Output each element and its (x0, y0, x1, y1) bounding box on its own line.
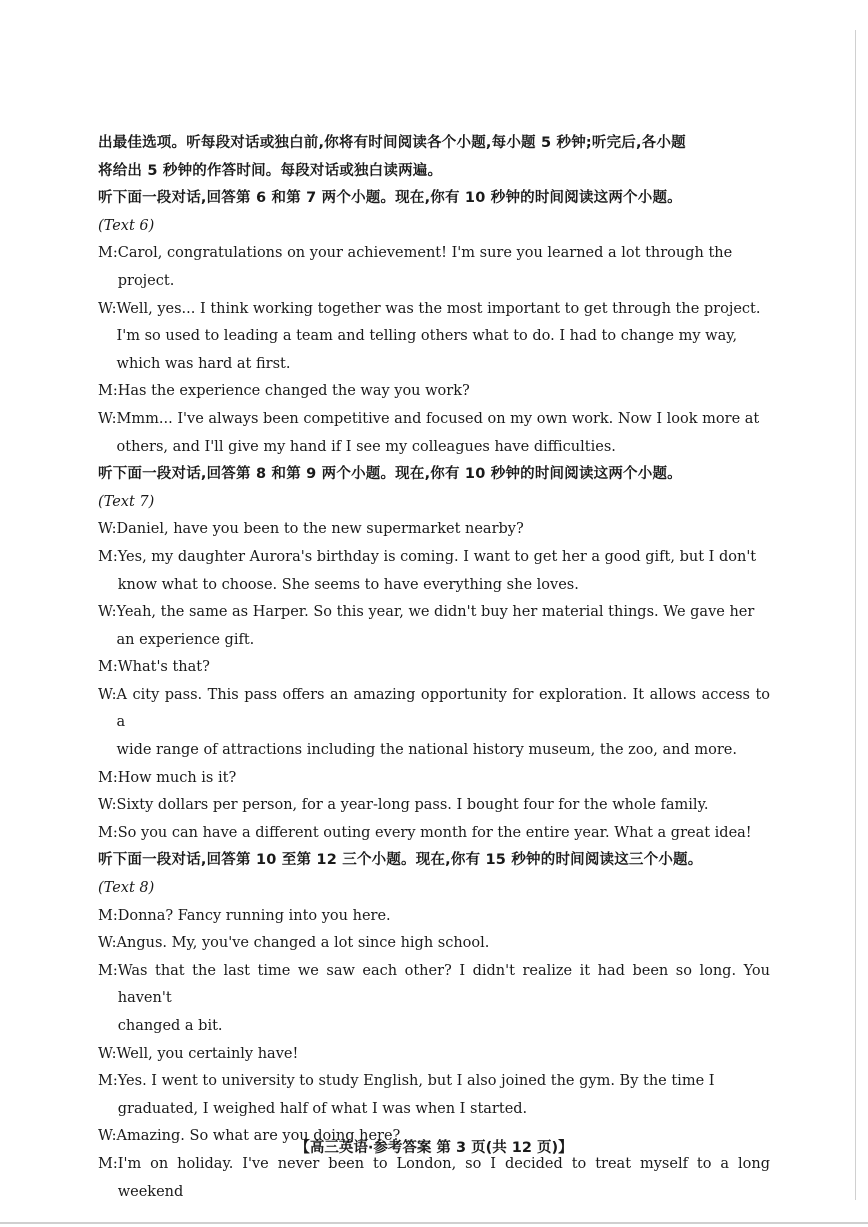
speaker-label: W: (98, 1045, 117, 1062)
dialogue-text (117, 792, 770, 820)
dialogue-line: How much is it? (117, 769, 237, 786)
dialogue-turn (98, 599, 770, 654)
dialogue-turn (98, 765, 770, 793)
speaker-label: W: (98, 604, 117, 621)
dialogue-line: wide range of attractions including the national history museum, the zoo, and more. (116, 742, 737, 759)
dialogue-line: Mmm... I've always been competitive and focused on my own work. Now I look more at (116, 410, 760, 427)
dialogue-turn (98, 930, 770, 958)
speaker-label: W: (98, 797, 117, 814)
dialogue-text (118, 240, 770, 295)
dialogue-text (117, 296, 770, 379)
speaker-label: M: (98, 1073, 118, 1090)
dialogue-turn (98, 240, 770, 295)
speaker-label: M: (98, 383, 118, 400)
speaker-label: M: (98, 769, 118, 786)
dialogue-line: Well, yes... I think working together was the most important to get through the project. (116, 300, 761, 317)
speaker-label: M: (98, 245, 118, 262)
dialogue-turn (98, 406, 770, 461)
dialogue-turn (98, 654, 770, 682)
dialogue-text (118, 765, 770, 793)
dialogue-line: Carol, congratulations on your achievement! I'm sure you learned a lot through the (117, 245, 733, 262)
text-label: (Text 6) (98, 217, 155, 234)
dialogue-line: I'm on holiday. I've never been to London, so I decided to treat myself to a long weekend (117, 1155, 770, 1200)
page-content (98, 130, 770, 1206)
dialogue-line: which was hard at first. (116, 355, 291, 372)
dialogue-turn (98, 958, 770, 1041)
dialogue-line: What's that? (117, 659, 210, 676)
dialogue-line: graduated, I weighed half of what I was when I started. (117, 1100, 528, 1117)
dialogue-turn (98, 378, 770, 406)
dialogue-line: Donna? Fancy running into you here. (117, 907, 391, 924)
dialogue-line: Sixty dollars per person, for a year-long pass. I bought four for the whole family. (116, 797, 709, 814)
scan-edge-line (855, 30, 856, 1200)
speaker-label: M: (98, 824, 118, 841)
speaker-label: M: (98, 659, 118, 676)
dialogue-text (118, 544, 770, 599)
dialogue-turn (98, 682, 770, 765)
speaker-label: M: (98, 548, 118, 565)
dialogue-turn (98, 296, 770, 379)
dialogue-line: Yes, my daughter Aurora's birthday is coming. I want to get her a good gift, but I don't (117, 548, 757, 565)
text-label: (Text 8) (98, 880, 155, 897)
dialogue-turn (98, 903, 770, 931)
dialogue-line: project. (117, 272, 175, 289)
dialogue-text (118, 958, 770, 1041)
dialogue-turn (98, 544, 770, 599)
speaker-label: W: (98, 300, 117, 317)
dialogue-turn (98, 516, 770, 544)
speaker-label: W: (98, 686, 117, 703)
dialogue-text (117, 406, 770, 461)
dialogue-line: A city pass. This pass offers an amazing opportunity for exploration. It allows access to a (116, 686, 770, 731)
dialogue-line: an experience gift. (116, 631, 255, 648)
dialogue-text (117, 516, 770, 544)
bottom-divider (0, 1222, 868, 1224)
dialogue-line: Has the experience changed the way you work? (117, 383, 470, 400)
dialogue-line: Was that the last time we saw each other? I didn't realize it had been so long. You haven't (117, 962, 770, 1007)
dialogue-line: So you can have a different outing every month for the entire year. What a great idea! (117, 824, 752, 841)
speaker-label: W: (98, 410, 117, 427)
speaker-label: W: (98, 1128, 117, 1145)
dialogue-line: Angus. My, you've changed a lot since high school. (116, 935, 490, 952)
speaker-label: W: (98, 935, 117, 952)
dialogue-line: I'm so used to leading a team and telling others what to do. I had to change my way, (116, 328, 738, 345)
intro-line-2: 将给出 5 秒钟的作答时间。每段对话或独白读两遍。 (98, 162, 443, 179)
text-label: (Text 7) (98, 493, 155, 510)
dialogue-turn (98, 820, 770, 848)
dialogue-line: Well, you certainly have! (116, 1045, 299, 1062)
dialogue-line: others, and I'll give my hand if I see my colleagues have difficulties. (116, 438, 616, 455)
speaker-label: W: (98, 521, 117, 538)
dialogue-text (117, 599, 770, 654)
dialogue-turn (98, 1151, 770, 1206)
dialogue-text (117, 930, 770, 958)
speaker-label: M: (98, 1155, 118, 1172)
dialogue-text (118, 654, 770, 682)
dialogue-line: Yeah, the same as Harper. So this year, we didn't buy her material things. We gave her (116, 604, 755, 621)
dialogue-text (118, 1151, 770, 1206)
dialogue-line: know what to choose. She seems to have everything she loves. (117, 576, 579, 593)
dialogue-text (118, 378, 770, 406)
dialogue-line: Yes. I went to university to study English, but I also joined the gym. By the time I (117, 1073, 715, 1090)
dialogue-text (118, 820, 770, 848)
page-footer: 【高三英语·参考答案 第 3 页(共 12 页)】 (295, 1140, 573, 1156)
dialogue-line: changed a bit. (117, 1018, 223, 1034)
section-instruction: 听下面一段对话,回答第 10 至第 12 三个小题。现在,你有 15 秒钟的时间阅读这三个小题。 (98, 852, 703, 869)
dialogue-line: Daniel, have you been to the new supermarket nearby? (116, 521, 524, 538)
intro-line-1: 出最佳选项。听每段对话或独白前,你将有时间阅读各个小题,每小题 5 秒钟;听完后,各小题 (98, 135, 686, 151)
speaker-label: M: (98, 907, 118, 924)
dialogue-text (117, 682, 770, 765)
dialogue-line: Amazing. So what are you doing here? (116, 1128, 401, 1145)
dialogue-text (118, 903, 770, 931)
dialogue-turn (98, 792, 770, 820)
dialogue-text (117, 1041, 770, 1069)
section-instruction: 听下面一段对话,回答第 8 和第 9 两个小题。现在,你有 10 秒钟的时间阅读这两个小题。 (98, 466, 682, 483)
dialogue-turn (98, 1041, 770, 1069)
dialogue-turn (98, 1068, 770, 1123)
speaker-label: M: (98, 962, 118, 979)
section-instruction: 听下面一段对话,回答第 6 和第 7 两个小题。现在,你有 10 秒钟的时间阅读这两个小题。 (98, 190, 682, 207)
dialogue-text (118, 1068, 770, 1123)
